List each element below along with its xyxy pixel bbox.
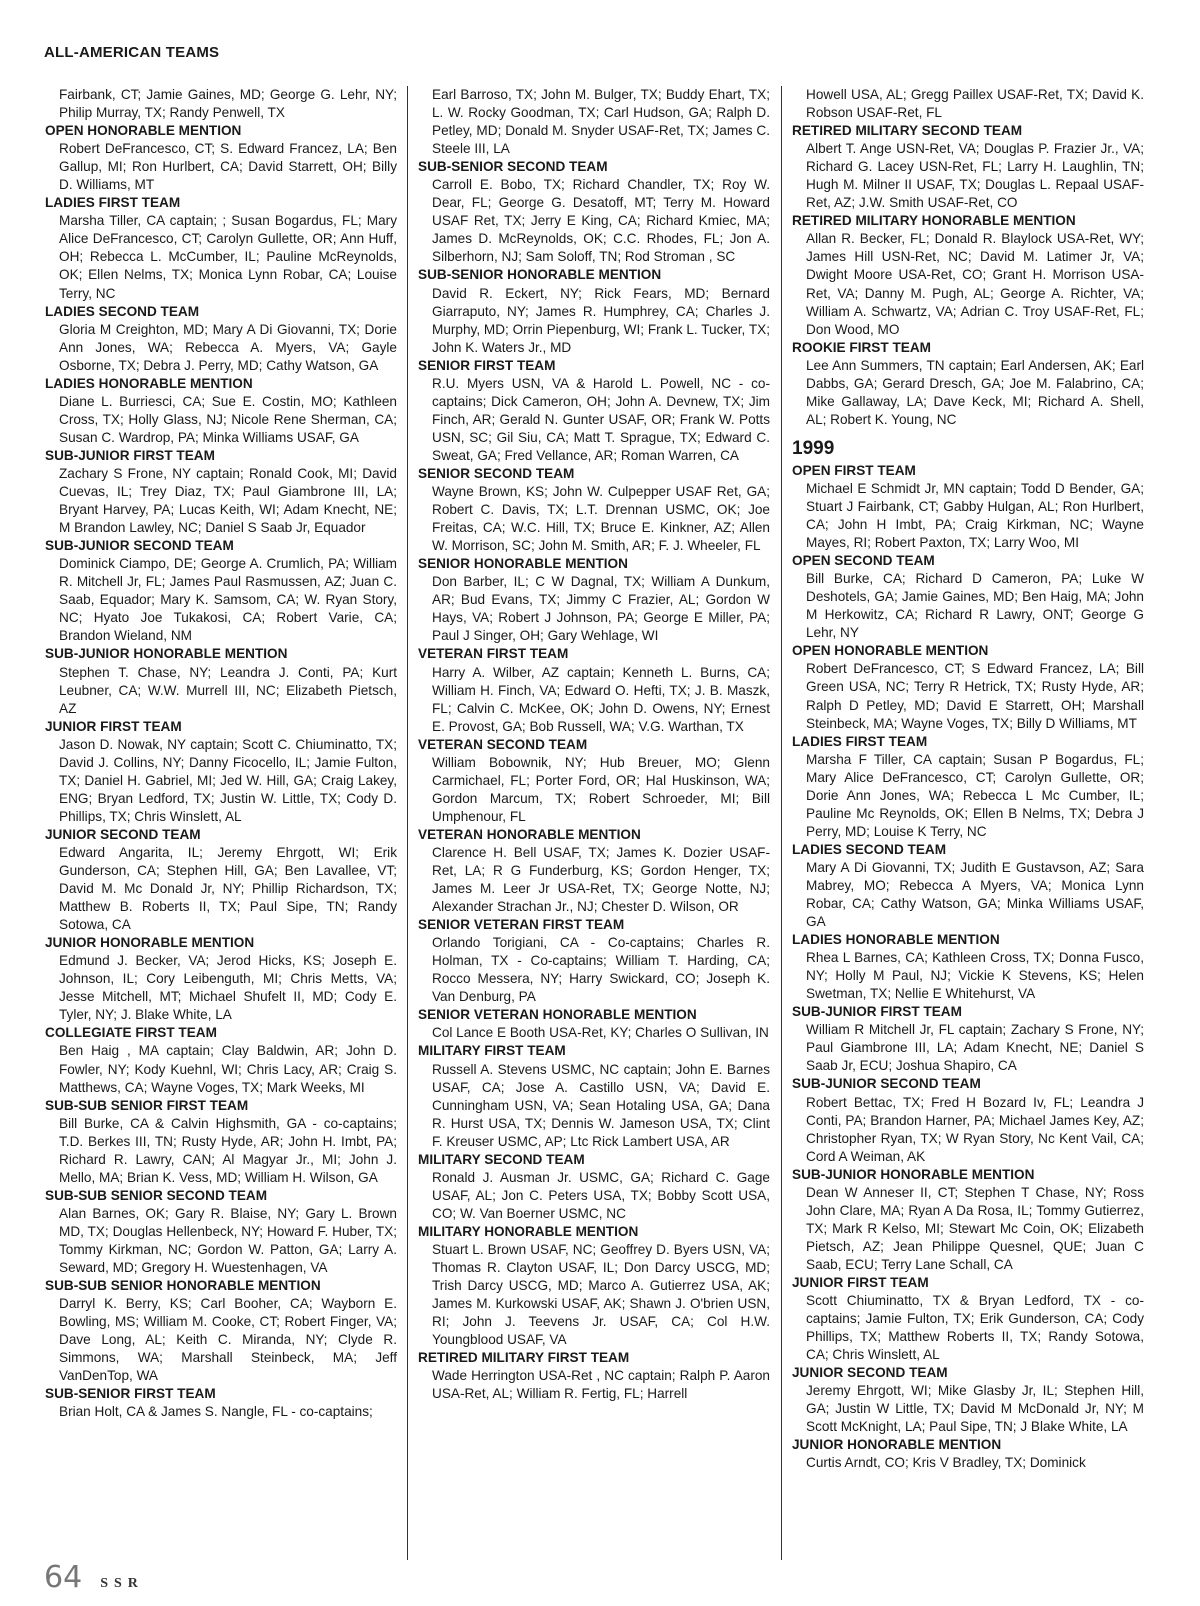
team-heading: SUB-JUNIOR SECOND TEAM [45, 538, 234, 554]
team-members: Edward Angarita, IL; Jeremy Ehrgott, WI; Erik Gunderson, CA; Stephen Hill, GA; Ben Lavallee, VT; David M. Mc Donald Jr, NY; Phillip Richardson, TX; Matthew B. Roberts II, TX; Paul Sipe, TN; Randy Sotowa, CA [59, 844, 397, 933]
team-members: Mary A Di Giovanni, TX; Judith E Gustavson, AZ; Sara Mabrey, MO; Rebecca A Myers, VA; Monica Lynn Robar, CA; Cathy Watson, GA; Minka Williams USAF, GA [806, 859, 1144, 930]
team-members: R.U. Myers USN, VA & Harold L. Powell, NC - co-captains; Dick Cameron, OH; John A. Devnew, TX; Jim Finch, AR; Gerald N. Gunter USAF, OR; Frank W. Potts USN, SC; Gil Siu, CA; Matt T. Sprague, TX; Edward C. Sweat, GA; Fred Vellance, AR; Roman Warren, CA [432, 375, 770, 463]
team-members: Albert T. Ange USN-Ret, VA; Douglas P. Frazier Jr., VA; Richard G. Lacey USN-Ret, FL; Larry H. Laughlin, TN; Hugh M. Milner II USAF, TX; Douglas L. Repaal USAF- Ret, AZ; J.W. Smith USAF-Ret, CO [806, 141, 1144, 211]
team-heading: JUNIOR SECOND TEAM [45, 826, 201, 842]
column-3 [792, 86, 1144, 1473]
team-heading: LADIES FIRST TEAM [792, 733, 928, 749]
team-members: Gloria M Creighton, MD; Mary A Di Giovanni, TX; Dorie Ann Jones, WA; Rebecca A. Myers, VA; Gayle Osborne, TX; Debra J. Perry, MD; Cathy Watson, GA [59, 321, 397, 373]
team-heading: COLLEGIATE FIRST TEAM [45, 1025, 217, 1041]
team-members: Diane L. Burriesci, CA; Sue E. Costin, MO; Kathleen Cross, TX; Holly Glass, NJ; Nicole Rene Sherman, CA; Susan C. Wardrop, PA; Minka Williams USAF, GA [59, 393, 397, 445]
page-number: 64 [44, 1560, 83, 1595]
column-divider [407, 86, 408, 1560]
team-heading: OPEN HONORABLE MENTION [792, 643, 989, 659]
team-members: Scott Chiuminatto, TX & Bryan Ledford, TX - co-captains; Jamie Fulton, TX; Erik Gunderson, CA; Cody Phillips, TX; Matthew Roberts II, TX; Randy Sotowa, CA; Chris Winslett, AL [806, 1293, 1144, 1363]
team-members: Rhea L Barnes, CA; Kathleen Cross, TX; Donna Fusco, NY; Holly M Paul, NJ; Vickie K Stevens, KS; Helen Swetman, TX; Nellie E Whitehurst, VA [806, 950, 1144, 1002]
team-members: Zachary S Frone, NY captain; Ronald Cook, MI; David Cuevas, IL; Trey Diaz, TX; Paul Giambrone III, LA; Bryant Harvey, PA; Lucas Keith, WI; Adam Knecht, NE; M Brandon Lawley, NC; Daniel S Saab Jr, Equador [59, 465, 397, 536]
team-members: Bill Burke, CA & Calvin Highsmith, GA - co-captains; T.D. Berkes III, TN; Rusty Hyde, AR; John H. Imbt, PA; Richard R. Lawry, CAN; Al Magyar Jr., MI; John J. Mello, MA; Brian K. Vess, MD; William H. Wilson, GA [59, 1115, 397, 1185]
team-heading: SUB-JUNIOR FIRST TEAM [45, 447, 215, 463]
team-members: David R. Eckert, NY; Rick Fears, MD; Bernard Giarraputo, NY; James R. Humphrey, CA; Charles J. Murphy, MD; Orrin Piepenburg, WI; Frank L. Tucker, TX; John K. Waters Jr., MD [432, 285, 770, 355]
team-heading: SUB-JUNIOR HONORABLE MENTION [792, 1166, 1035, 1182]
team-heading: LADIES HONORABLE MENTION [792, 932, 1000, 948]
team-members: Robert Bettac, TX; Fred H Bozard Iv, FL; Leandra J Conti, PA; Brandon Harner, PA; Michael James Key, AZ; Christopher Ryan, TX; W Ryan Story, Nc Kent Vail, CA; Cord A Weiman, AK [806, 1094, 1144, 1164]
team-heading: SENIOR HONORABLE MENTION [418, 556, 628, 572]
team-heading: ROOKIE FIRST TEAM [792, 339, 931, 355]
team-members: Stephen T. Chase, NY; Leandra J. Conti, PA; Kurt Leubner, CA; W.W. Murrell III, NC; Elizabeth Pietsch, AZ [59, 664, 397, 716]
team-members: Carroll E. Bobo, TX; Richard Chandler, TX; Roy W. Dear, FL; George G. Desatoff, MT; Terry M. Howard USAF Ret, TX; Jerry E King, CA; Richard Kmiec, MA; James D. McReynolds, OK; C.C. Rhodes, FL; Jon A. Silberhorn, NJ; Sam Soloff, TN; Rod Stroman , SC [432, 177, 770, 265]
team-members: Allan R. Becker, FL; Donald R. Blaylock USA-Ret, WY; James Hill USN-Ret, NC; David M. Latimer Jr, VA; Dwight Moore USA-Ret, CO; Grant H. Morrison USA-Ret, VA; Danny M. Pugh, AL; George A. Richter, VA; William A. Schwartz, VA; Adrian C. Troy USAF-Ret, FL; Don Wood, MO [806, 231, 1144, 337]
team-heading: RETIRED MILITARY SECOND TEAM [792, 123, 1023, 139]
team-members: Alan Barnes, OK; Gary R. Blaise, NY; Gary L. Brown MD, TX; Douglas Hellenbeck, NY; Howard F. Huber, TX; Tommy Kirkman, NC; Gordon W. Patton, GA; Larry A. Seward, MD; Gregory H. Wuestenhagen, VA [59, 1205, 397, 1276]
column-2 [418, 86, 770, 1403]
team-heading: SUB-SUB SENIOR SECOND TEAM [45, 1187, 268, 1203]
team-heading: JUNIOR HONORABLE MENTION [792, 1437, 1002, 1453]
team-heading: LADIES HONORABLE MENTION [45, 375, 253, 391]
team-heading: VETERAN FIRST TEAM [418, 646, 569, 662]
team-members: Harry A. Wilber, AZ captain; Kenneth L. Burns, CA; William H. Finch, VA; Edward O. Hefti, TX; J. B. Maszk, FL; Calvin C. McKee, OK; John D. Owens, NY; Ernest E. Provost, GA; Bob Russell, WA; V.G. Warthan, TX [432, 664, 770, 734]
team-members: Clarence H. Bell USAF, TX; James K. Dozier USAF-Ret, LA; R G Funderburg, KS; Gordon Henger, TX; James M. Leer Jr USA-Ret, TX; George Notte, NJ; Alexander Strachan Jr., NJ; Chester D. Wilson, OR [432, 844, 770, 915]
team-members: Russell A. Stevens USMC, NC captain; John E. Barnes USAF, CA; Jose A. Castillo USN, VA; David E. Cunningham USN, VA; Sean Hotaling USA, GA; Dana R. Hurst USA, TX; Dennis W. Jameson USA, TX; Clint F. Kreuser USMC, AP; Ltc Rick Lambert USA, AR [432, 1061, 770, 1149]
team-heading: SUB-JUNIOR SECOND TEAM [792, 1076, 981, 1092]
team-members: William R Mitchell Jr, FL captain; Zachary S Frone, NY; Paul Giambrone III, LA; Adam Knecht, NE; Daniel S Saab Jr, ECU; Joshua Shapiro, CA [806, 1022, 1144, 1074]
publication-brand: SSR [100, 1576, 144, 1591]
team-heading: VETERAN SECOND TEAM [418, 736, 588, 752]
team-heading: JUNIOR FIRST TEAM [792, 1275, 929, 1290]
team-members: Jason D. Nowak, NY captain; Scott C. Chiuminatto, TX; David J. Collins, NY; Danny Ficocello, IL; Jamie Fulton, TX; Daniel H. Gabriel, MI; Jed W. Hill, GA; Craig Lakey, ENG; Bryan Ledford, TX; Justin W. Little, TX; Cody D. Phillips, TX; Chris Winslett, AL [59, 736, 397, 824]
team-heading: SUB-JUNIOR FIRST TEAM [792, 1004, 962, 1020]
team-heading: JUNIOR SECOND TEAM [792, 1365, 948, 1381]
team-members: Edmund J. Becker, VA; Jerod Hicks, KS; Joseph E. Johnson, IL; Cory Leibenguth, MI; Chris Metts, VA; Jesse Mitchell, MT; Michael Shufelt II, MD; Cody E. Tyler, NY; J. Blake White, LA [59, 953, 397, 1023]
team-members: Bill Burke, CA; Richard D Cameron, PA; Luke W Deshotels, GA; Jamie Gaines, MD; Ben Haig, MA; John M Herkowitz, CA; Richard R Lawry, ONT; George G Lehr, NY [806, 571, 1144, 641]
team-members: Earl Barroso, TX; John M. Bulger, TX; Buddy Ehart, TX; L. W. Rocky Goodman, TX; Carl Hudson, GA; Ralph D. Petley, MD; Donald M. Snyder USAF-Ret, TX; James C. Steele III, LA [432, 87, 770, 157]
team-heading: RETIRED MILITARY FIRST TEAM [418, 1350, 630, 1366]
team-members: Brian Holt, CA & James S. Nangle, FL - co-captains; [59, 1404, 373, 1420]
team-members: Dean W Anneser II, CT; Stephen T Chase, NY; Ross John Clare, MA; Ryan A Da Rosa, IL; Tommy Gutierrez, TX; Mark R Kelso, MI; Stewart Mc Coin, OK; Elizabeth Pietsch, AZ; Jean Philippe Quesnel, QUE; Juan C Saab, ECU; Terry Lane Schall, CA [806, 1184, 1144, 1272]
team-heading: JUNIOR FIRST TEAM [45, 718, 182, 734]
team-members: Ben Haig , MA captain; Clay Baldwin, AR; John D. Fowler, NY; Kody Kuehnl, WI; Chris Lacy, AR; Craig S. Matthews, CA; Wayne Voges, TX; Mark Weeks, MI [59, 1043, 397, 1095]
team-members: Marsha F Tiller, CA captain; Susan P Bogardus, FL; Mary Alice DeFrancesco, CT; Carolyn Gullette, OR; Dorie Ann Jones, WA; Rebecca L Mc Cumber, IL; Pauline Mc Reynolds, OK; Ellen B Nelms, TX; Debra J Perry, MD; Louise K Terry, NC [806, 751, 1144, 839]
team-members: Ronald J. Ausman Jr. USMC, GA; Richard C. Gage USAF, AL; Jon C. Peters USA, TX; Bobby Scott USA, CO; W. Van Boerner USMC, NC [432, 1169, 770, 1221]
column-1 [45, 86, 397, 1421]
team-members: Michael E Schmidt Jr, MN captain; Todd D Bender, GA; Stuart J Fairbank, CT; Gabby Hulgan, AL; Ron Hurlbert, CA; John H Imbt, PA; Craig Kirkman, NC; Wayne Mayes, RI; Robert Paxton, TX; Larry Woo, MI [806, 480, 1144, 551]
team-heading: RETIRED MILITARY HONORABLE MENTION [792, 213, 1076, 229]
team-heading: SENIOR VETERAN HONORABLE MENTION [418, 1007, 697, 1023]
team-heading: VETERAN HONORABLE MENTION [418, 826, 641, 842]
column-divider [781, 86, 782, 1560]
team-heading: JUNIOR HONORABLE MENTION [45, 935, 255, 951]
team-heading: OPEN HONORABLE MENTION [45, 123, 242, 139]
team-heading: MILITARY HONORABLE MENTION [418, 1223, 639, 1239]
team-heading: SUB-SUB SENIOR FIRST TEAM [45, 1097, 249, 1113]
team-members: Robert DeFrancesco, CT; S Edward Francez, LA; Bill Green USA, NC; Terry R Hetrick, TX; Rusty Hyde, AR; Ralph D Petley, MD; David E Starrett, OH; Marshall Steinbeck, MA; Wayne Voges, TX; Billy D Williams, MT [806, 661, 1144, 731]
team-members: Curtis Arndt, CO; Kris V Bradley, TX; Dominick [806, 1455, 1086, 1471]
team-members: Don Barber, IL; C W Dagnal, TX; William A Dunkum, AR; Bud Evans, TX; Jimmy C Frazier, AL; Gordon W Hays, VA; Robert J Johnson, PA; George E Miller, PA; Paul J Singer, OH; Gary Wehlage, WI [432, 574, 770, 644]
team-heading: SENIOR VETERAN FIRST TEAM [418, 917, 625, 933]
team-members: Wade Herrington USA-Ret , NC captain; Ralph P. Aaron USA-Ret, AL; William R. Fertig, FL; Harrell [432, 1368, 770, 1402]
team-members: Marsha Tiller, CA captain; ; Susan Bogardus, FL; Mary Alice DeFrancesco, CT; Carolyn Gullette, OR; Ann Huff, OH; Rebecca L. McCumber, IL; Pauline McReynolds, OK; Ellen Nelms, TX; Monica Lynn Robar, CA; Louise Terry, NC [59, 213, 397, 301]
team-members: Dominick Ciampo, DE; George A. Crumlich, PA; William R. Mitchell Jr, FL; James Paul Rasmussen, AZ; Juan C. Saab, Equador; Mary K. Samsom, CA; W. Ryan Story, NC; Hyato Joe Tukakosi, CA; Robert Varie, CA; Brandon Wieland, NM [59, 556, 397, 644]
year-heading: 1999 [792, 437, 835, 459]
team-members: Stuart L. Brown USAF, NC; Geoffrey D. Byers USN, VA; Thomas R. Clayton USAF, IL; Don Darcy USCG, MD; Trish Darcy USCG, MD; Marco A. Gutierrez USA, AK; James M. Kurkowski USAF, AK; Shawn J. O'brien USN, RI; John J. Teevens Jr. USAF, CA; Col H.W. Youngblood USAF, VA [432, 1242, 770, 1348]
team-heading: SUB-SUB SENIOR HONORABLE MENTION [45, 1278, 321, 1294]
team-heading: SUB-SENIOR HONORABLE MENTION [418, 267, 662, 283]
team-heading: SENIOR SECOND TEAM [418, 465, 575, 481]
team-heading: SUB-SENIOR SECOND TEAM [418, 159, 608, 175]
team-members: William Bobownik, NY; Hub Breuer, MO; Glenn Carmichael, FL; Porter Ford, OR; Hal Huskinson, WA; Gordon Marcum, TX; Robert Schroeder, MI; Bill Umphenour, FL [432, 754, 770, 824]
team-members: Wayne Brown, KS; John W. Culpepper USAF Ret, GA; Robert C. Davis, TX; L.T. Drennan USMC, OK; Joe Freitas, CA; W.C. Hill, TX; Bruce E. Kinkner, AZ; Allen W. Morrison, SC; John M. Smith, AR; F. J. Wheeler, FL [432, 484, 770, 554]
team-heading: LADIES FIRST TEAM [45, 195, 181, 211]
team-heading: OPEN FIRST TEAM [792, 462, 916, 478]
team-heading: OPEN SECOND TEAM [792, 553, 935, 569]
team-heading: MILITARY FIRST TEAM [418, 1043, 566, 1059]
team-members: Lee Ann Summers, TN captain; Earl Andersen, AK; Earl Dabbs, GA; Gerard Dresch, GA; Joe M. Falabrino, CA; Mike Gallaway, LA; Dave Keck, MI; Richard A. Shell, AL; Robert K. Young, NC [806, 357, 1144, 427]
team-members: Fairbank, CT; Jamie Gaines, MD; George G. Lehr, NY; Philip Murray, TX; Randy Penwell, TX [59, 87, 397, 121]
page-footer [44, 1560, 144, 1595]
team-members: Robert DeFrancesco, CT; S. Edward Francez, LA; Ben Gallup, MI; Ron Hurlbert, CA; David Starrett, OH; Billy D. Williams, MT [59, 141, 397, 193]
team-heading: LADIES SECOND TEAM [792, 841, 947, 857]
team-heading: LADIES SECOND TEAM [45, 303, 200, 319]
team-heading: SUB-SENIOR FIRST TEAM [45, 1386, 216, 1402]
team-members: Howell USA, AL; Gregg Paillex USAF-Ret, TX; David K. Robson USAF-Ret, FL [806, 87, 1144, 121]
page-header: ALL-AMERICAN TEAMS [44, 44, 220, 61]
team-members: Darryl K. Berry, KS; Carl Booher, CA; Wayborn E. Bowling, MS; William M. Cooke, CT; Robert Finger, VA; Dave Long, AL; Keith C. Miranda, NY; Clyde R. Simmons, WA; Marshall Steinbeck, MA; Jeff VanDenTop, WA [59, 1296, 397, 1384]
team-heading: MILITARY SECOND TEAM [418, 1151, 585, 1167]
team-members: Orlando Torigiani, CA - Co-captains; Charles R. Holman, TX - Co-captains; William T. Harding, CA; Rocco Messera, NY; Harry Swickard, CO; Joseph K. Van Denburg, PA [432, 935, 770, 1005]
team-heading: SENIOR FIRST TEAM [418, 357, 556, 373]
team-members: Col Lance E Booth USA-Ret, KY; Charles O Sullivan, IN [432, 1025, 769, 1041]
team-members: Jeremy Ehrgott, WI; Mike Glasby Jr, IL; Stephen Hill, GA; Justin W Little, TX; David M McDonald Jr, NY; M Scott McKnight, LA; Paul Sipe, TN; J Blake White, LA [806, 1383, 1144, 1435]
team-heading: SUB-JUNIOR HONORABLE MENTION [45, 646, 288, 662]
